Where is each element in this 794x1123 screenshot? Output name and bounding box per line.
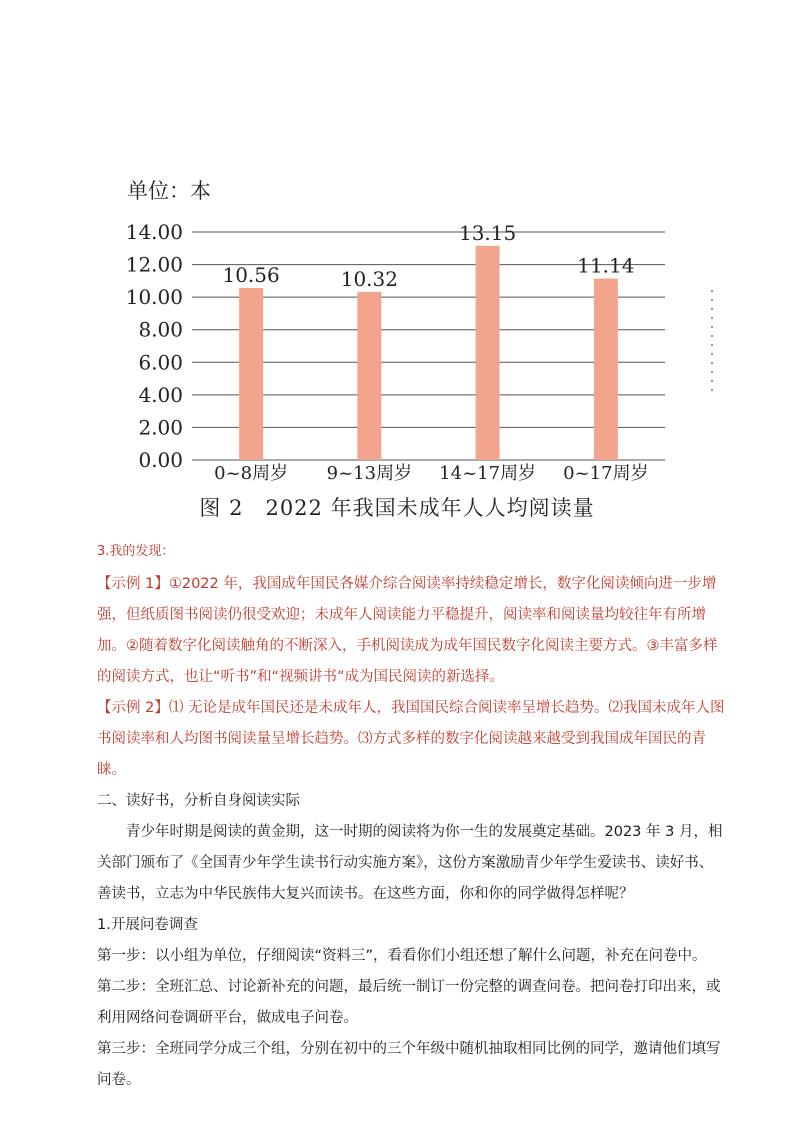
y-tick-label: 14.00 [125,220,183,244]
survey-heading: 1.开展问卷调查 [97,917,198,933]
y-tick-label: 12.00 [125,252,183,277]
bar [594,279,618,460]
example-1-body: ①2022 年，我国成年国民各媒介综合阅读率持续稳定增长，数字化阅读倾向进一步增强，但纸质图书阅读仍很受欢迎；未成年人阅读能力平稳提升，阅读率和阅读量均较往年有所增加。②随着数字化阅读触角的不断深入，手机阅读成为成年国民数字化阅读主要方式。③丰富多样的阅读方式，也让“听书”和“视频讲书”成为国民阅读的新选择。 [97,576,718,685]
scan-margin-marks [711,290,715,420]
y-tick-label: 6.00 [138,350,183,375]
y-tick-label: 8.00 [138,317,183,342]
step-1: 第一步：以小组为单位，仔细阅读“资料三”，看看你们小组还想了解什么问题，补充在问卷中。 [97,948,707,964]
bar [476,246,500,460]
y-tick-label: 4.00 [138,382,183,407]
section-2-heading: 二、读好书，分析自身阅读实际 [97,793,300,809]
x-category-label: 14~17周岁 [439,463,537,484]
step-2: 第二步：全班汇总、讨论新补充的问题，最后统一制订一份完整的调查问卷。把问卷打印出来，或利用网络问卷调研平台，做成电子问卷。 [97,979,721,1026]
example-1 [97,569,725,693]
y-tick-label: 10.00 [125,285,183,310]
example-2-tag: 【示例 2】 [97,700,169,716]
x-category-label: 9~13周岁 [326,463,413,484]
bar [357,292,381,460]
unit-label: 单位：本 [127,179,211,203]
example-2-body: ⑴ 无论是成年国民还是未成年人，我国国民综合阅读率呈增长趋势。⑵我国未成年人图书阅读率和人均图书阅读量呈增长趋势。⑶方式多样的数字化阅读越来越受到我国成年国民的青睐。 [97,700,725,778]
chart-caption: 图 2 2022 年我国未成年人人均阅读量 [199,496,595,520]
bar-chart [0,0,794,490]
step-3: 第三步：全班同学分成三个组，分别在初中的三个年级中随机抽取相同比例的同学，邀请他们填写问卷。 [97,1041,721,1088]
discovery-section [97,536,725,1096]
x-category-label: 0~8周岁 [214,463,289,484]
example-1-tag: 【示例 1】 [97,576,169,592]
bar-value-label: 13.15 [458,220,517,245]
y-tick-label: 2.00 [138,415,183,440]
example-2 [97,693,725,786]
bar-value-label: 10.32 [340,266,399,291]
discovery-heading: 3.我的发现： [97,544,175,559]
bar-value-label: 10.56 [222,263,280,288]
y-tick-label: 0.00 [138,448,183,472]
bar-value-label: 11.14 [577,253,635,278]
x-category-label: 0~17周岁 [563,463,649,484]
bar [239,288,263,460]
section-2-paragraph: 青少年时期是阅读的黄金期，这一时期的阅读将为你一生的发展奠定基础。2023 年 3 月，相关部门颁布了《全国青少年学生读书行动实施方案》，这份方案激励青少年学生爱读书、读好书、善读书，立志为中华民族伟大复兴而读书。在这些方面，你和你的同学做得怎样呢？ [97,824,723,902]
